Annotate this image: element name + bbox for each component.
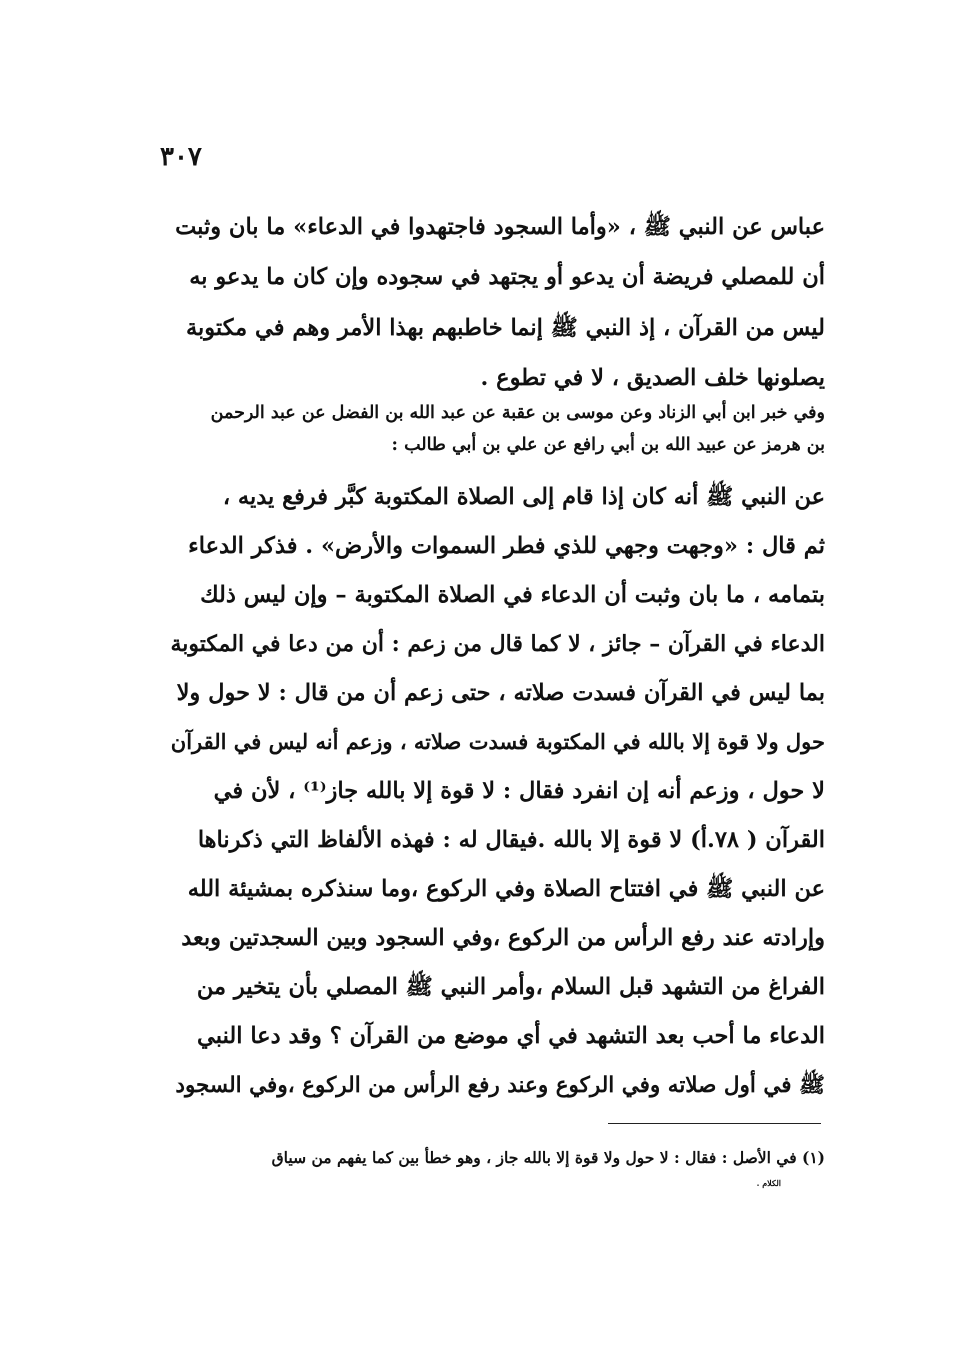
paragraph-1 [163,214,825,394]
text-line: عن النبي ﷺ في افتتاح الصلاة وفي الركوع ،وما سنذكره بمشيئة الله [187,876,825,902]
footnote-line: (١) في الأصل : فقال : لا حول ولا قوة إلا بالله جاز ، وهو خطأ بين كما يفهم من سياق [271,1148,825,1167]
text-line: بن هرمز عن عبيد الله بن أبي رافع عن علي بن أبي طالب : [391,435,825,455]
text-line: ﷺ في أول صلاته وفي الركوع وعند رفع الرأس من الركوع ،وفي السجود [175,1073,825,1098]
narration-chain [163,403,825,463]
paragraph-2 [163,484,825,1124]
text-line: الدعاء ما أحب بعد التشهد في أي موضع من القرآن ؟ وقد دعا النبي [197,1023,825,1049]
page-number: ٣٠٧ [160,142,202,172]
text-line: عباس عن النبي ﷺ ، «وأما السجود فاجتهدوا في الدعاء» ما بان وثبت [175,214,825,240]
footnote [163,1148,825,1208]
footnote-line: الكلام . [756,1178,781,1188]
text-line: عن النبي ﷺ أنه كان إذا قام إلى الصلاة المكتوبة كبَّر فرفع يديه ، [222,484,825,510]
text-line: وفي خبر ابن أبي الزناد وعن موسى بن عقبة عن عبد الله بن الفضل عن عبد الرحمن [210,403,825,423]
text-line: وإرادته عند رفع الرأس من الركوع ،وفي السجود وبين السجدتين وبعد [181,925,825,951]
text-line: ثم قال : «وجهت وجهي للذي فطر السموات والأرض» . فذكر الدعاء [188,533,825,559]
footnote-separator [608,1123,821,1124]
text-line: الدعاء في القرآن – جائز ، لا كما قال من زعم : أن من دعا في المكتوبة [170,631,825,657]
text-line: حول ولا قوة إلا بالله في المكتوبة فسدت صلاته ، وزعم أنه ليس في القرآن [170,729,825,754]
text-line: القرآن ( ٧٨.أ) لا قوة إلا بالله .فيقال له : فهذه الألفاظ التي ذكرناها [197,827,825,853]
text-line: لا حول ، وزعم أنه إن انفرد فقال : لا قوة إلا بالله جاز⁽¹⁾ ، لأن في [213,778,825,804]
text-line: الفراغ من التشهد قبل السلام ،وأمر النبي ﷺ المصلي بأن يتخير من [196,974,825,1000]
text-line: بتمامه ، ما بان وثبت أن الدعاء في الصلاة المكتوبة – وإن ليس ذلك [200,582,825,608]
text-line: يصلونها خلف الصديق ، لا في تطوع . [480,365,825,391]
text-line: أن للمصلي فريضة أن يدعو أو يجتهد في سجوده وإن كان ما يدعو به [189,264,825,290]
text-line: ليس من القرآن ، إذ النبي ﷺ إنما خاطبهم بهذا الأمر وهم في مكتوبة [185,315,825,341]
text-line: بما ليس في القرآن فسدت صلاته ، حتى زعم أن من قال : لا حول ولا [176,680,825,706]
